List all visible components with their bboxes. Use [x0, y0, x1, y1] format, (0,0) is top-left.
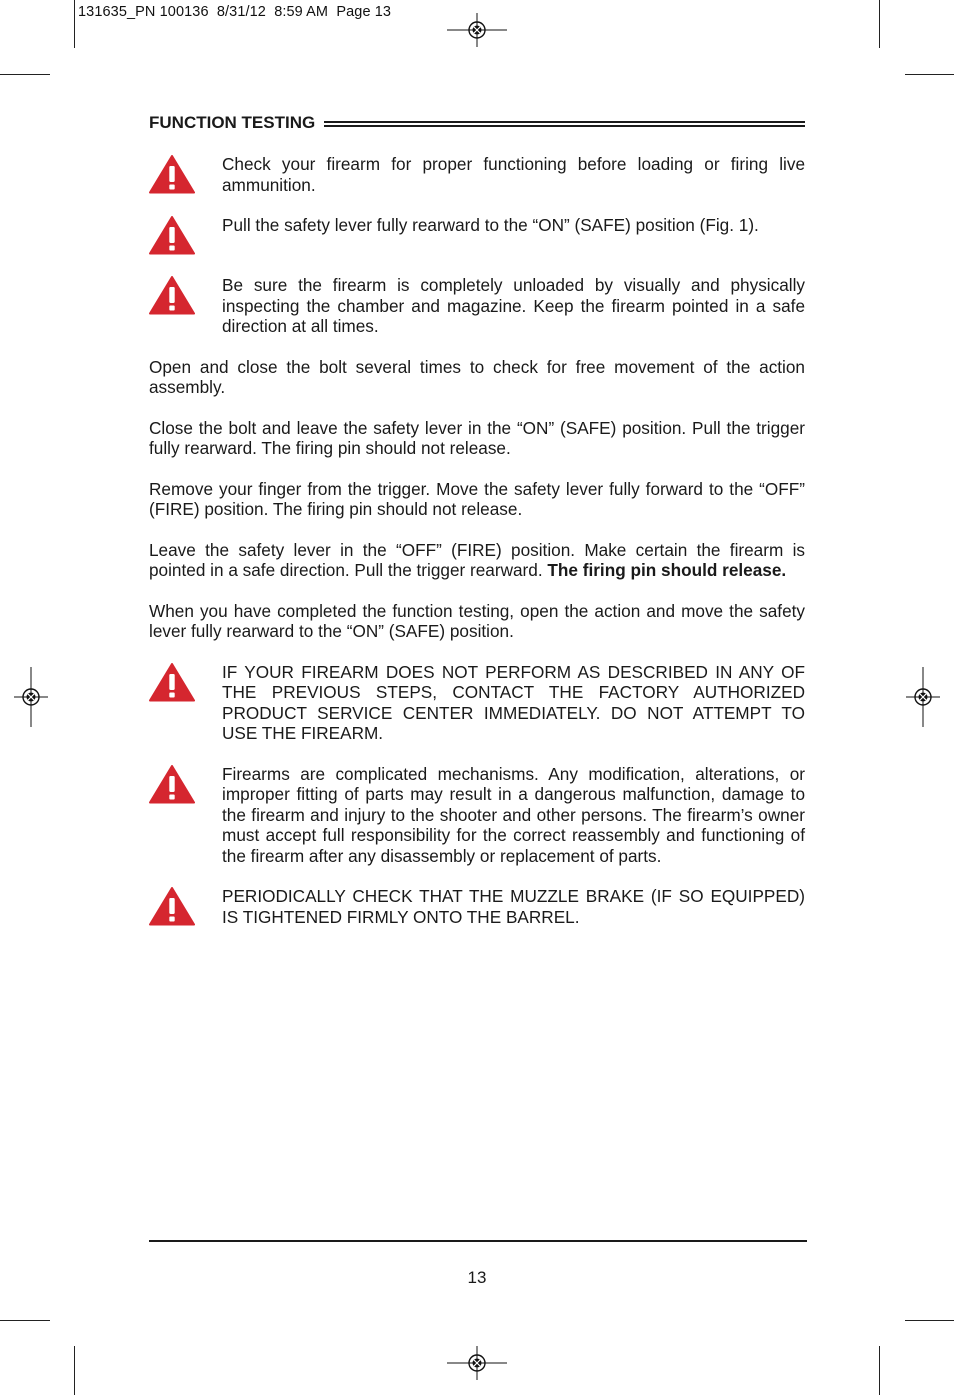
registration-mark-icon	[14, 667, 48, 727]
body-paragraph: Open and close the bolt several times to check for free movement of the action assembly.	[149, 356, 805, 397]
warning-triangle-icon	[149, 662, 195, 702]
body-paragraph: When you have completed the function testing, open the action and move the safety lever fully rearward to the “ON” (SAFE) position.	[149, 600, 805, 641]
crop-mark-bottom-right-h	[905, 1320, 954, 1321]
crop-mark-bottom-left-v	[74, 1346, 75, 1395]
body-paragraph: Close the bolt and leave the safety lever in the “ON” (SAFE) position. Pull the trigger fully rearward. The firing pin should not release.	[149, 417, 805, 458]
warning-block	[149, 886, 805, 927]
page-content	[149, 112, 805, 947]
crop-mark-bottom-right-v	[879, 1346, 880, 1395]
warning-block	[149, 215, 805, 255]
warning-triangle-icon	[149, 275, 195, 315]
print-slug: 131635_PN 100136 8/31/12 8:59 AM Page 13	[78, 4, 392, 20]
page-number: 13	[467, 1268, 487, 1287]
warning-triangle-icon	[149, 764, 195, 804]
warning-text: PERIODICALLY CHECK THAT THE MUZZLE BRAKE (IF SO EQUIPPED) IS TIGHTENED FIRMLY ONTO THE BARREL.	[222, 886, 805, 927]
title-double-rule	[324, 121, 805, 127]
warning-text: Firearms are complicated mechanisms. Any modification, alterations, or improper fitting of parts may result in a dangerous malfunction, damage to the firearm and injury to the shooter and other persons. The firearm’s owner must accept full responsibility for the correct reassembly and functioning of the firearm after any disassembly or replacement of parts.	[222, 763, 805, 866]
crop-mark-top-right-v	[879, 0, 880, 48]
warning-block	[149, 275, 805, 337]
section-title: FUNCTION TESTING	[149, 113, 316, 132]
crop-mark-top-left-h	[0, 74, 50, 75]
crop-mark-top-left-v	[74, 0, 75, 48]
crop-mark-top-right-h	[905, 74, 954, 75]
registration-mark-icon	[447, 13, 507, 47]
warning-triangle-icon	[149, 886, 195, 926]
section-header	[149, 112, 805, 134]
registration-mark-icon	[906, 667, 940, 727]
warning-text: IF YOUR FIREARM DOES NOT PERFORM AS DESCRIBED IN ANY OF THE PREVIOUS STEPS, CONTACT THE FACTORY AUTHORIZED PRODUCT SERVICE CENTER IMMEDIATELY. DO NOT ATTEMPT TO USE THE FIREARM.	[222, 661, 805, 743]
registration-mark-icon	[447, 1346, 507, 1380]
paragraph-text: Leave the safety lever in the “OFF” (FIRE) position. Make certain the firearm is pointed in a safe direction. Pull the trigger rearward.	[149, 539, 805, 580]
warning-text: Pull the safety lever fully rearward to the “ON” (SAFE) position (Fig. 1).	[222, 215, 759, 235]
paragraph-bold-text: The firing pin should release.	[547, 560, 787, 580]
warning-text: Check your firearm for proper functioning before loading or firing live ammunition.	[222, 154, 805, 195]
footer-rule	[149, 1240, 807, 1242]
warning-block	[149, 154, 805, 195]
crop-mark-bottom-left-h	[0, 1320, 50, 1321]
body-paragraph	[149, 540, 805, 581]
warning-triangle-icon	[149, 154, 195, 194]
warning-block	[149, 662, 805, 744]
warning-block	[149, 764, 805, 867]
warning-text: Be sure the firearm is completely unloaded by visually and physically inspecting the chamber and magazine. Keep the firearm pointed in a safe direction at all times.	[222, 275, 805, 336]
warning-triangle-icon	[149, 215, 195, 255]
body-paragraph: Remove your finger from the trigger. Move the safety lever fully forward to the “OFF” (FIRE) position. The firing pin should not release.	[149, 478, 805, 519]
